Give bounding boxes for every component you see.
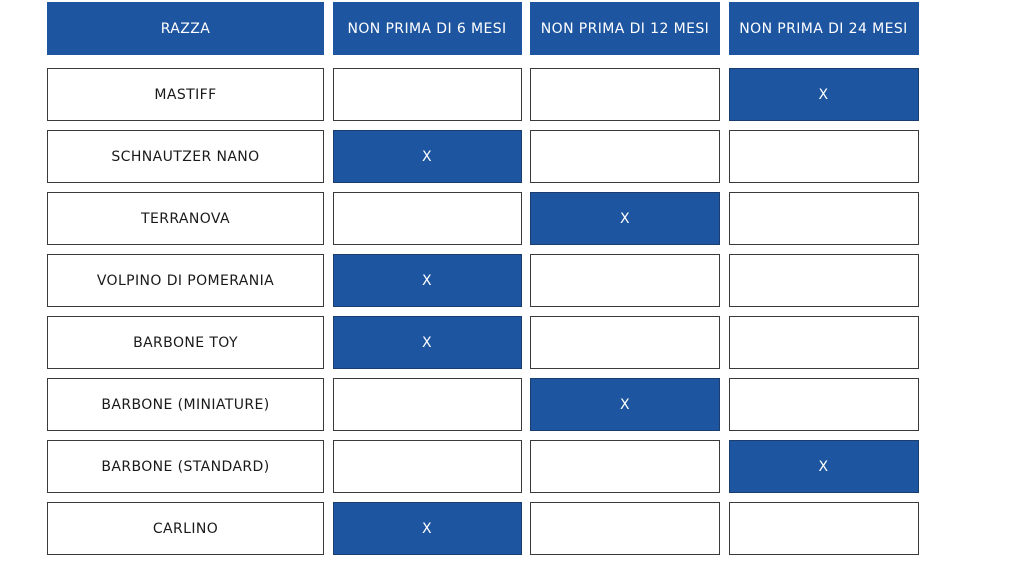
mark-cell-12-months bbox=[530, 316, 720, 369]
breed-cell: BARBONE (STANDARD) bbox=[47, 440, 324, 493]
mark-cell-24-months bbox=[729, 378, 919, 431]
breed-cell: MASTIFF bbox=[47, 68, 324, 121]
breed-age-table bbox=[47, 2, 919, 551]
mark-cell-24-months bbox=[729, 254, 919, 307]
breed-cell: BARBONE TOY bbox=[47, 316, 324, 369]
header-12-months: NON PRIMA DI 12 MESI bbox=[530, 2, 720, 55]
header-24-months: NON PRIMA DI 24 MESI bbox=[729, 2, 919, 55]
mark-cell-6-months: X bbox=[333, 254, 522, 307]
mark-cell-6-months: X bbox=[333, 316, 522, 369]
breed-cell: BARBONE (MINIATURE) bbox=[47, 378, 324, 431]
mark-cell-24-months bbox=[729, 316, 919, 369]
header-breed: RAZZA bbox=[47, 2, 324, 55]
mark-cell-24-months: X bbox=[729, 68, 919, 121]
mark-cell-24-months bbox=[729, 502, 919, 555]
breed-cell: SCHNAUTZER NANO bbox=[47, 130, 324, 183]
mark-cell-12-months bbox=[530, 440, 720, 493]
mark-cell-24-months: X bbox=[729, 440, 919, 493]
mark-cell-24-months bbox=[729, 192, 919, 245]
breed-cell: TERRANOVA bbox=[47, 192, 324, 245]
mark-cell-12-months bbox=[530, 130, 720, 183]
header-6-months: NON PRIMA DI 6 MESI bbox=[333, 2, 522, 55]
mark-cell-6-months bbox=[333, 192, 522, 245]
mark-cell-6-months: X bbox=[333, 130, 522, 183]
breed-cell: CARLINO bbox=[47, 502, 324, 555]
mark-cell-12-months: X bbox=[530, 192, 720, 245]
mark-cell-6-months bbox=[333, 440, 522, 493]
mark-cell-12-months bbox=[530, 254, 720, 307]
mark-cell-12-months: X bbox=[530, 378, 720, 431]
mark-cell-12-months bbox=[530, 68, 720, 121]
mark-cell-12-months bbox=[530, 502, 720, 555]
mark-cell-6-months: X bbox=[333, 502, 522, 555]
mark-cell-24-months bbox=[729, 130, 919, 183]
mark-cell-6-months bbox=[333, 378, 522, 431]
breed-cell: VOLPINO DI POMERANIA bbox=[47, 254, 324, 307]
mark-cell-6-months bbox=[333, 68, 522, 121]
